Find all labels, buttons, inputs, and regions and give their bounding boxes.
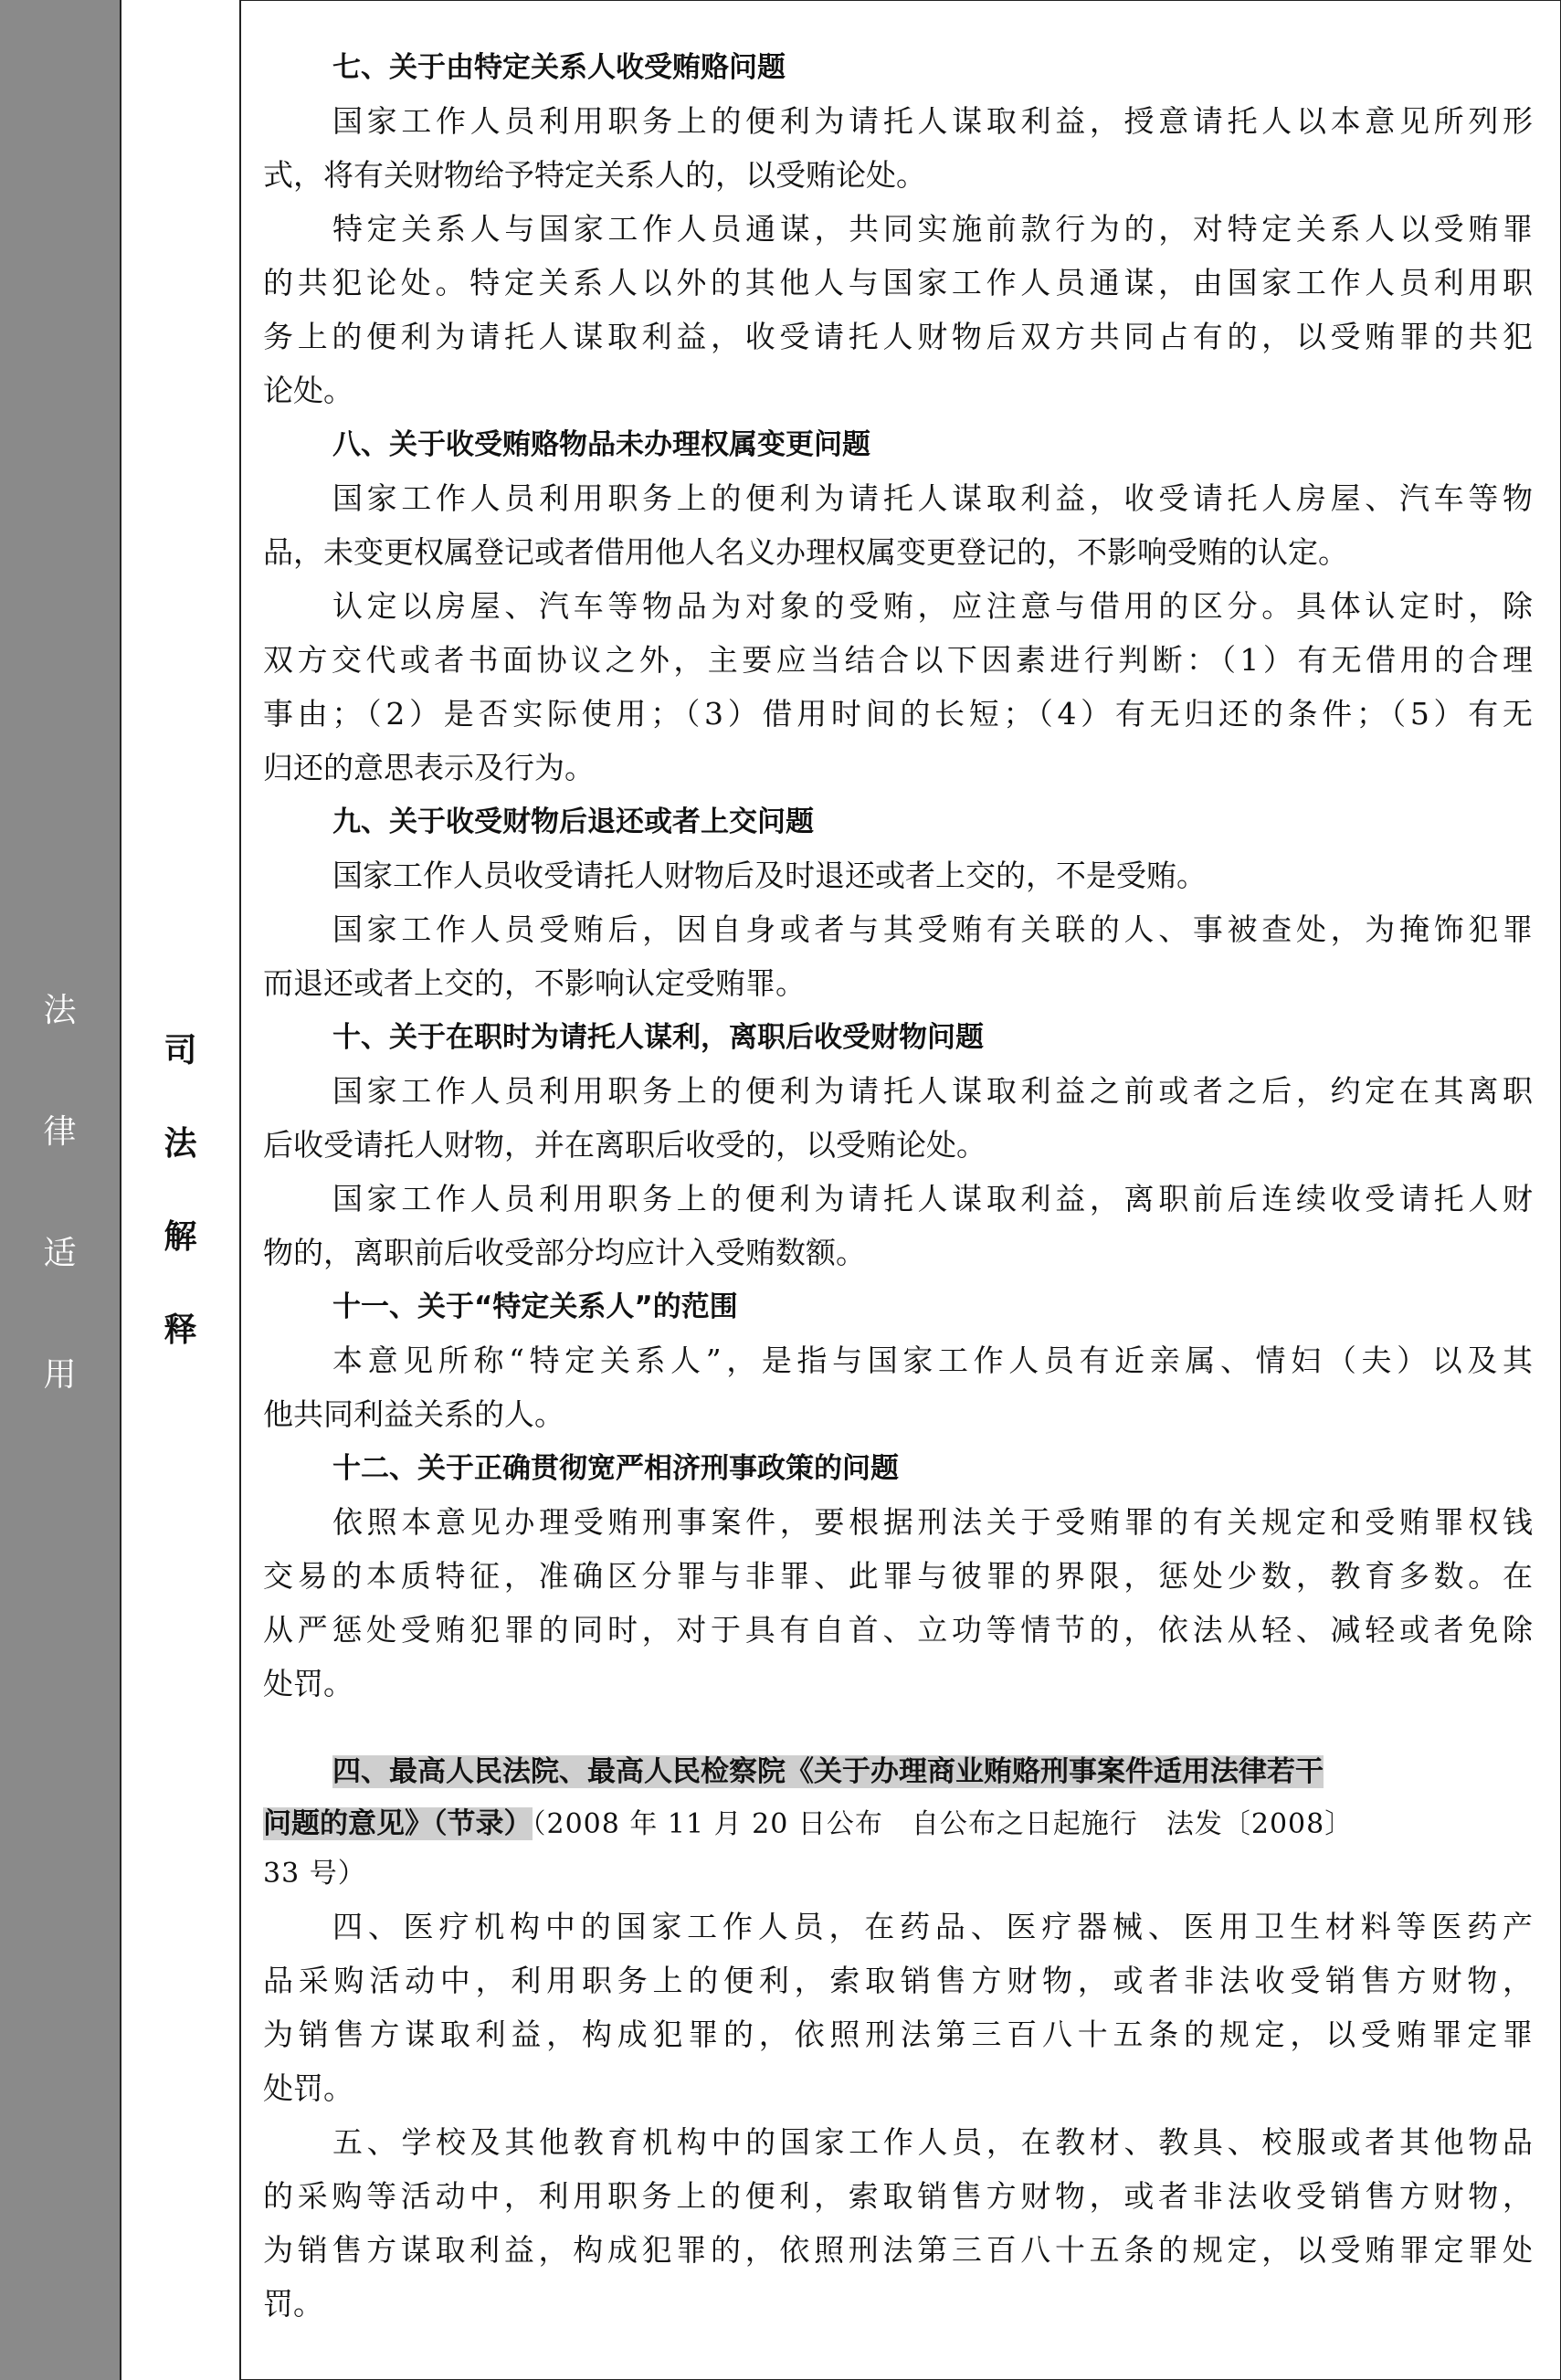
text-line: 事由；（2）是否实际使用；（3）借用时间的长短；（4）有无归还的条件；（5）有无 — [263, 696, 1533, 732]
text-line: 品采购活动中，利用职务上的便利，索取销售方财物，或者非法收受销售方财物， — [263, 1963, 1533, 1998]
text-line: 物的，离职前后收受部分均应计入受贿数额。 — [263, 1235, 866, 1270]
text-line: 国家工作人员利用职务上的便利为请托人谋取利益之前或者之后，约定在其离职 — [332, 1073, 1533, 1109]
law-application-column — [0, 0, 121, 2380]
text-line: 五、学校及其他教育机构中的国家工作人员，在教材、教具、校服或者其他物品 — [332, 2124, 1533, 2160]
category-column-char: 解 — [163, 1218, 197, 1256]
text-line: 国家工作人员受贿后，因自身或者与其受贿有关联的人、事被查处，为掩饰犯罪 — [332, 911, 1533, 947]
judicial-interpretation-column — [121, 0, 241, 2380]
section-title-highlight: 四、最高人民法院、最高人民检察院《关于办理商业贿赂刑事案件适用法律若干 — [332, 1755, 1324, 1788]
law-column-char: 法 — [43, 992, 77, 1029]
category-column-char: 司 — [163, 1032, 197, 1069]
text-line: 双方交代或者书面协议之外，主要应当结合以下因素进行判断：（1）有无借用的合理 — [263, 642, 1533, 678]
text-line: 后收受请托人财物，并在离职后收受的，以受贿论处。 — [263, 1127, 986, 1163]
text-line: 他共同利益关系的人。 — [263, 1396, 564, 1432]
text-line: 交易的本质特征，准确区分罪与非罪、此罪与彼罪的界限，惩处少数，教育多数。在 — [263, 1558, 1533, 1594]
text-line: 归还的意思表示及行为。 — [263, 750, 595, 785]
section-title-line2 — [263, 1797, 1533, 1848]
text-line: 四、医疗机构中的国家工作人员，在药品、医疗器械、医用卫生材料等医药产 — [332, 1909, 1533, 1944]
text-line: 处罚。 — [263, 2070, 353, 2106]
publication-reference-cont: 33 号） — [263, 1858, 366, 1890]
publication-reference: （2008 年 11 月 20 日公布 自公布之日起施行 法发〔2008〕 — [532, 1808, 1354, 1840]
text-line: 而退还或者上交的，不影响认定受贿罪。 — [263, 965, 806, 1001]
section-heading: 七、关于由特定关系人收受贿赂问题 — [332, 51, 786, 84]
text-line: 国家工作人员收受请托人财物后及时退还或者上交的，不是受贿。 — [332, 858, 1207, 893]
text-line: 特定关系人与国家工作人员通谋，共同实施前款行为的，对特定关系人以受贿罪 — [332, 211, 1533, 247]
section-heading: 九、关于收受财物后退还或者上交问题 — [332, 806, 814, 838]
content-area — [241, 0, 1561, 2380]
text-line: 为销售方谋取利益，构成犯罪的，依照刑法第三百八十五条的规定，以受贿罪定罪处 — [263, 2232, 1533, 2268]
text-line: 务上的便利为请托人谋取利益，收受请托人财物后双方共同占有的，以受贿罪的共犯 — [263, 319, 1533, 354]
text-line: 为销售方谋取利益，构成犯罪的，依照刑法第三百八十五条的规定，以受贿罪定罪 — [263, 2017, 1533, 2052]
law-column-char: 用 — [43, 1356, 77, 1394]
text-line: 品，未变更权属登记或者借用他人名义办理权属变更登记的，不影响受贿的认定。 — [263, 534, 1348, 570]
text-line: 论处。 — [263, 373, 353, 408]
category-column-char: 法 — [163, 1125, 197, 1163]
section-heading: 十、关于在职时为请托人谋利，离职后收受财物问题 — [332, 1021, 984, 1054]
text-line: 式，将有关财物给予特定关系人的，以受贿论处。 — [263, 157, 926, 193]
text-line: 本意见所称“特定关系人”，是指与国家工作人员有近亲属、情妇（夫）以及其 — [332, 1343, 1533, 1378]
text-line: 从严惩处受贿犯罪的同时，对于具有自首、立功等情节的，依法从轻、减轻或者免除 — [263, 1612, 1533, 1648]
text-line: 认定以房屋、汽车等物品为对象的受贿，应注意与借用的区分。具体认定时，除 — [332, 588, 1533, 624]
text-line: 国家工作人员利用职务上的便利为请托人谋取利益，离职前后连续收受请托人财 — [332, 1181, 1533, 1216]
text-line: 依照本意见办理受贿刑事案件，要根据刑法关于受贿罪的有关规定和受贿罪权钱 — [332, 1504, 1533, 1540]
text-line: 的采购等活动中，利用职务上的便利，索取销售方财物，或者非法收受销售方财物， — [263, 2178, 1533, 2214]
section-heading: 十二、关于正确贯彻宽严相济刑事政策的问题 — [332, 1452, 899, 1485]
text-line: 国家工作人员利用职务上的便利为请托人谋取利益，收受请托人房屋、汽车等物 — [332, 480, 1533, 516]
text-line: 国家工作人员利用职务上的便利为请托人谋取利益，授意请托人以本意见所列形 — [332, 103, 1533, 139]
text-line: 罚。 — [263, 2286, 323, 2322]
category-column-char: 释 — [163, 1311, 197, 1349]
text-line: 的共犯论处。特定关系人以外的其他人与国家工作人员通谋，由国家工作人员利用职 — [263, 265, 1533, 300]
section-title-line1 — [332, 1746, 1533, 1797]
section-heading: 八、关于收受贿赂物品未办理权属变更问题 — [332, 428, 870, 461]
section-title-highlight: 问题的意见》（节录） — [263, 1807, 533, 1840]
section-heading: 十一、关于“特定关系人”的范围 — [332, 1290, 738, 1323]
text-line: 处罚。 — [263, 1666, 353, 1701]
law-column-char: 适 — [43, 1235, 77, 1272]
law-column-char: 律 — [43, 1113, 77, 1151]
